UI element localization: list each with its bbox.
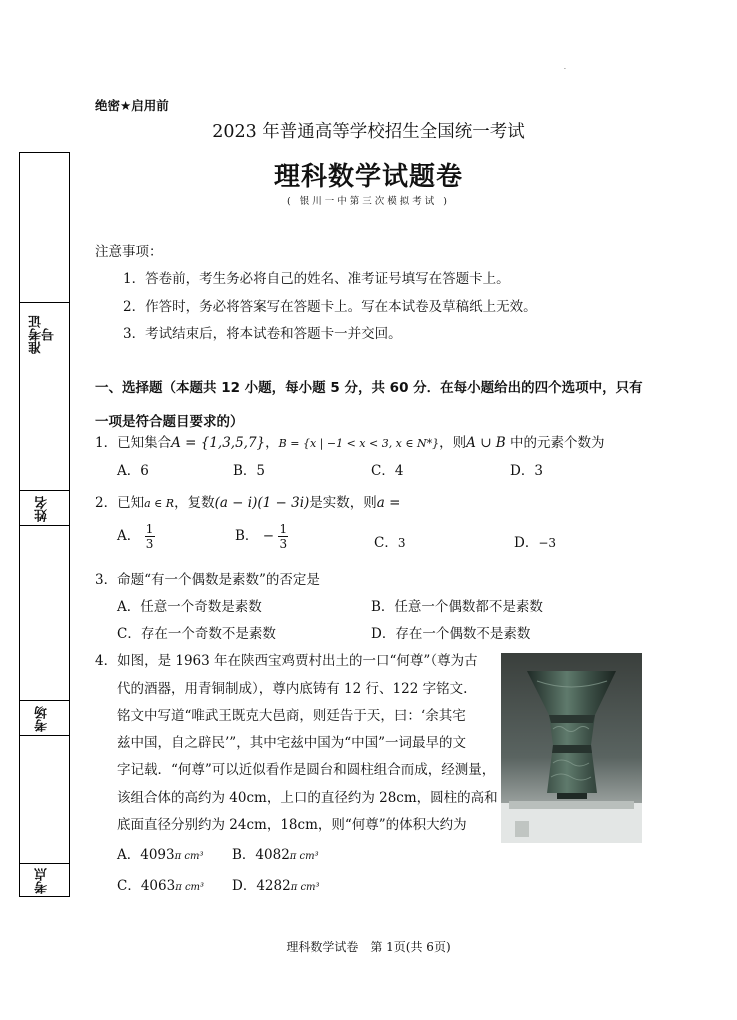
q2-option-b[interactable] <box>235 522 288 551</box>
q3-option-d[interactable]: D．存在一个偶数不是素数 <box>371 626 531 642</box>
q1-option-b[interactable]: B．5 <box>233 463 266 479</box>
q1-option-c[interactable]: C．4 <box>371 463 404 479</box>
q1-union: A ∪ B <box>466 435 506 451</box>
page-title: 理科数学试题卷 <box>273 162 463 192</box>
q2-expr: (a − i)(1 − 3i) <box>214 495 310 511</box>
q2-prefix: 2．已知 <box>95 495 145 511</box>
q4-d-value: 4282 <box>256 878 291 894</box>
sidebar-cell-blank-low <box>20 736 69 864</box>
exam-subtitle: ( 银川一中第三次模拟考试 ) <box>287 196 450 207</box>
question-4-line: 该组合体的高约为 40cm，上口的直径约为 28cm，圆柱的高和 <box>117 790 498 806</box>
q3-option-b[interactable]: B．任意一个偶数都不是素数 <box>371 599 543 615</box>
q4-b-unit: π cm³ <box>289 851 319 862</box>
q2-d-value: −3 <box>538 536 557 550</box>
he-zun-vessel-photo <box>501 653 642 843</box>
q2-option-c[interactable] <box>374 531 405 551</box>
q4-b-value: 4082 <box>255 847 290 863</box>
q2-cond: a ∈ R <box>144 497 175 510</box>
q2-var: a = <box>376 495 401 511</box>
q2-a-letter: A． <box>117 528 141 544</box>
q2-a-den: 3 <box>145 537 154 551</box>
question-4-line: 4．如图，是 1963 年在陕西宝鸡贾村出土的一口“何尊”（尊为古 <box>95 653 478 669</box>
q4-d-unit: π cm³ <box>290 882 320 893</box>
notes-heading: 注意事项： <box>95 244 163 260</box>
sidebar-label-site: 考点 <box>35 868 50 894</box>
q1-middle: ，则 <box>439 435 467 451</box>
q2-a-fraction <box>145 522 155 551</box>
exam-title: 2023 年普通高等学校招生全国统一考试 <box>212 122 525 142</box>
sidebar-label-room: 考场 <box>35 706 50 732</box>
q4-d-letter: D． <box>232 878 257 894</box>
q4-a-unit: π cm³ <box>174 851 204 862</box>
q3-option-c[interactable]: C．存在一个奇数不是素数 <box>117 626 276 642</box>
q2-b-num: 1 <box>279 522 288 536</box>
q2-b-den: 3 <box>279 537 288 551</box>
q1-sep: ， <box>265 435 279 451</box>
q2-b-letter: B． <box>235 528 259 544</box>
q4-a-value: 4093 <box>140 847 175 863</box>
q4-option-a[interactable] <box>117 843 203 863</box>
note-item: 3．考试结束后，将本试卷和答题卡一并交回。 <box>123 326 402 342</box>
question-3-stem: 3．命题“有一个偶数是素数”的否定是 <box>95 572 320 588</box>
question-4-line: 字记载．“何尊”可以近似看作是圆台和圆柱组合而成，经测量， <box>117 762 496 778</box>
question-4-line: 铭文中写道“唯武王既克大邑商，则廷告于天，曰：‘余其宅 <box>117 708 466 724</box>
question-1-stem <box>95 431 605 451</box>
question-4-line: 底面直径分别约为 24cm，18cm，则“何尊”的体积大约为 <box>117 817 467 833</box>
q4-a-letter: A． <box>117 847 141 863</box>
q1-suffix: 中的元素个数为 <box>510 435 605 451</box>
q4-b-letter: B． <box>232 847 256 863</box>
q4-option-c[interactable] <box>117 874 204 894</box>
section-heading: 一、选择题（本题共 12 小题，每小题 5 分，共 60 分．在每小题给出的四个选项中，只有一项是符合题目要求的） <box>95 380 643 430</box>
secret-label: 绝密★启用前 <box>95 98 169 113</box>
binding-sidebar <box>19 152 70 897</box>
q2-a-num: 1 <box>145 522 154 536</box>
speck: · <box>564 66 566 73</box>
sidebar-cell-room <box>20 701 69 736</box>
q1-option-d[interactable]: D．3 <box>510 463 543 479</box>
q2-middle2: 是实数，则 <box>309 495 377 511</box>
question-4-line: 代的酒器，用青铜制成），尊内底铸有 12 行、122 字铭文. <box>117 681 468 697</box>
q2-d-letter: D． <box>514 535 539 551</box>
q4-option-d[interactable] <box>232 874 320 894</box>
q2-c-value: 3 <box>397 536 406 550</box>
sidebar-cell-name <box>20 491 69 526</box>
q2-middle: ，复数 <box>174 495 215 511</box>
sidebar-label-name: 姓名 <box>35 496 50 522</box>
q1-prefix: 1．已知集合 <box>95 435 172 451</box>
q4-option-b[interactable] <box>232 843 319 863</box>
question-2-stem <box>95 491 400 511</box>
question-4-line: 兹中国，自之辟民’”，其中宅兹中国为“中国”一词最早的文 <box>117 735 466 751</box>
sidebar-cell-exam-id <box>20 303 69 491</box>
q3-option-a[interactable]: A．任意一个奇数是素数 <box>117 599 262 615</box>
sidebar-cell-blank-mid <box>20 526 69 701</box>
sidebar-cell-site <box>20 864 69 896</box>
q2-b-sign: − <box>262 528 275 544</box>
q1-set-a: A = {1,3,5,7} <box>171 435 266 451</box>
q1-set-b: B = {x | −1 < x < 3, x ∈ N*} <box>278 437 440 450</box>
note-item: 1．答卷前，考生务必将自己的姓名、准考证号填写在答题卡上。 <box>123 271 510 287</box>
q2-option-a[interactable] <box>117 522 155 551</box>
sidebar-label-exam-id: 准考证号 <box>29 315 57 355</box>
note-item: 2．作答时，务必将答案写在答题卡上。写在本试卷及草稿纸上无效。 <box>123 299 537 315</box>
q4-c-unit: π cm³ <box>175 882 205 893</box>
q1-option-a[interactable]: A．6 <box>117 463 149 479</box>
q2-option-d[interactable] <box>514 531 556 551</box>
q2-c-letter: C． <box>374 535 398 551</box>
page-footer: 理科数学试卷 第 1页(共 6页) <box>286 940 451 954</box>
q2-b-fraction <box>278 522 288 551</box>
q4-c-value: 4063 <box>140 878 176 894</box>
q4-c-letter: C． <box>117 878 141 894</box>
